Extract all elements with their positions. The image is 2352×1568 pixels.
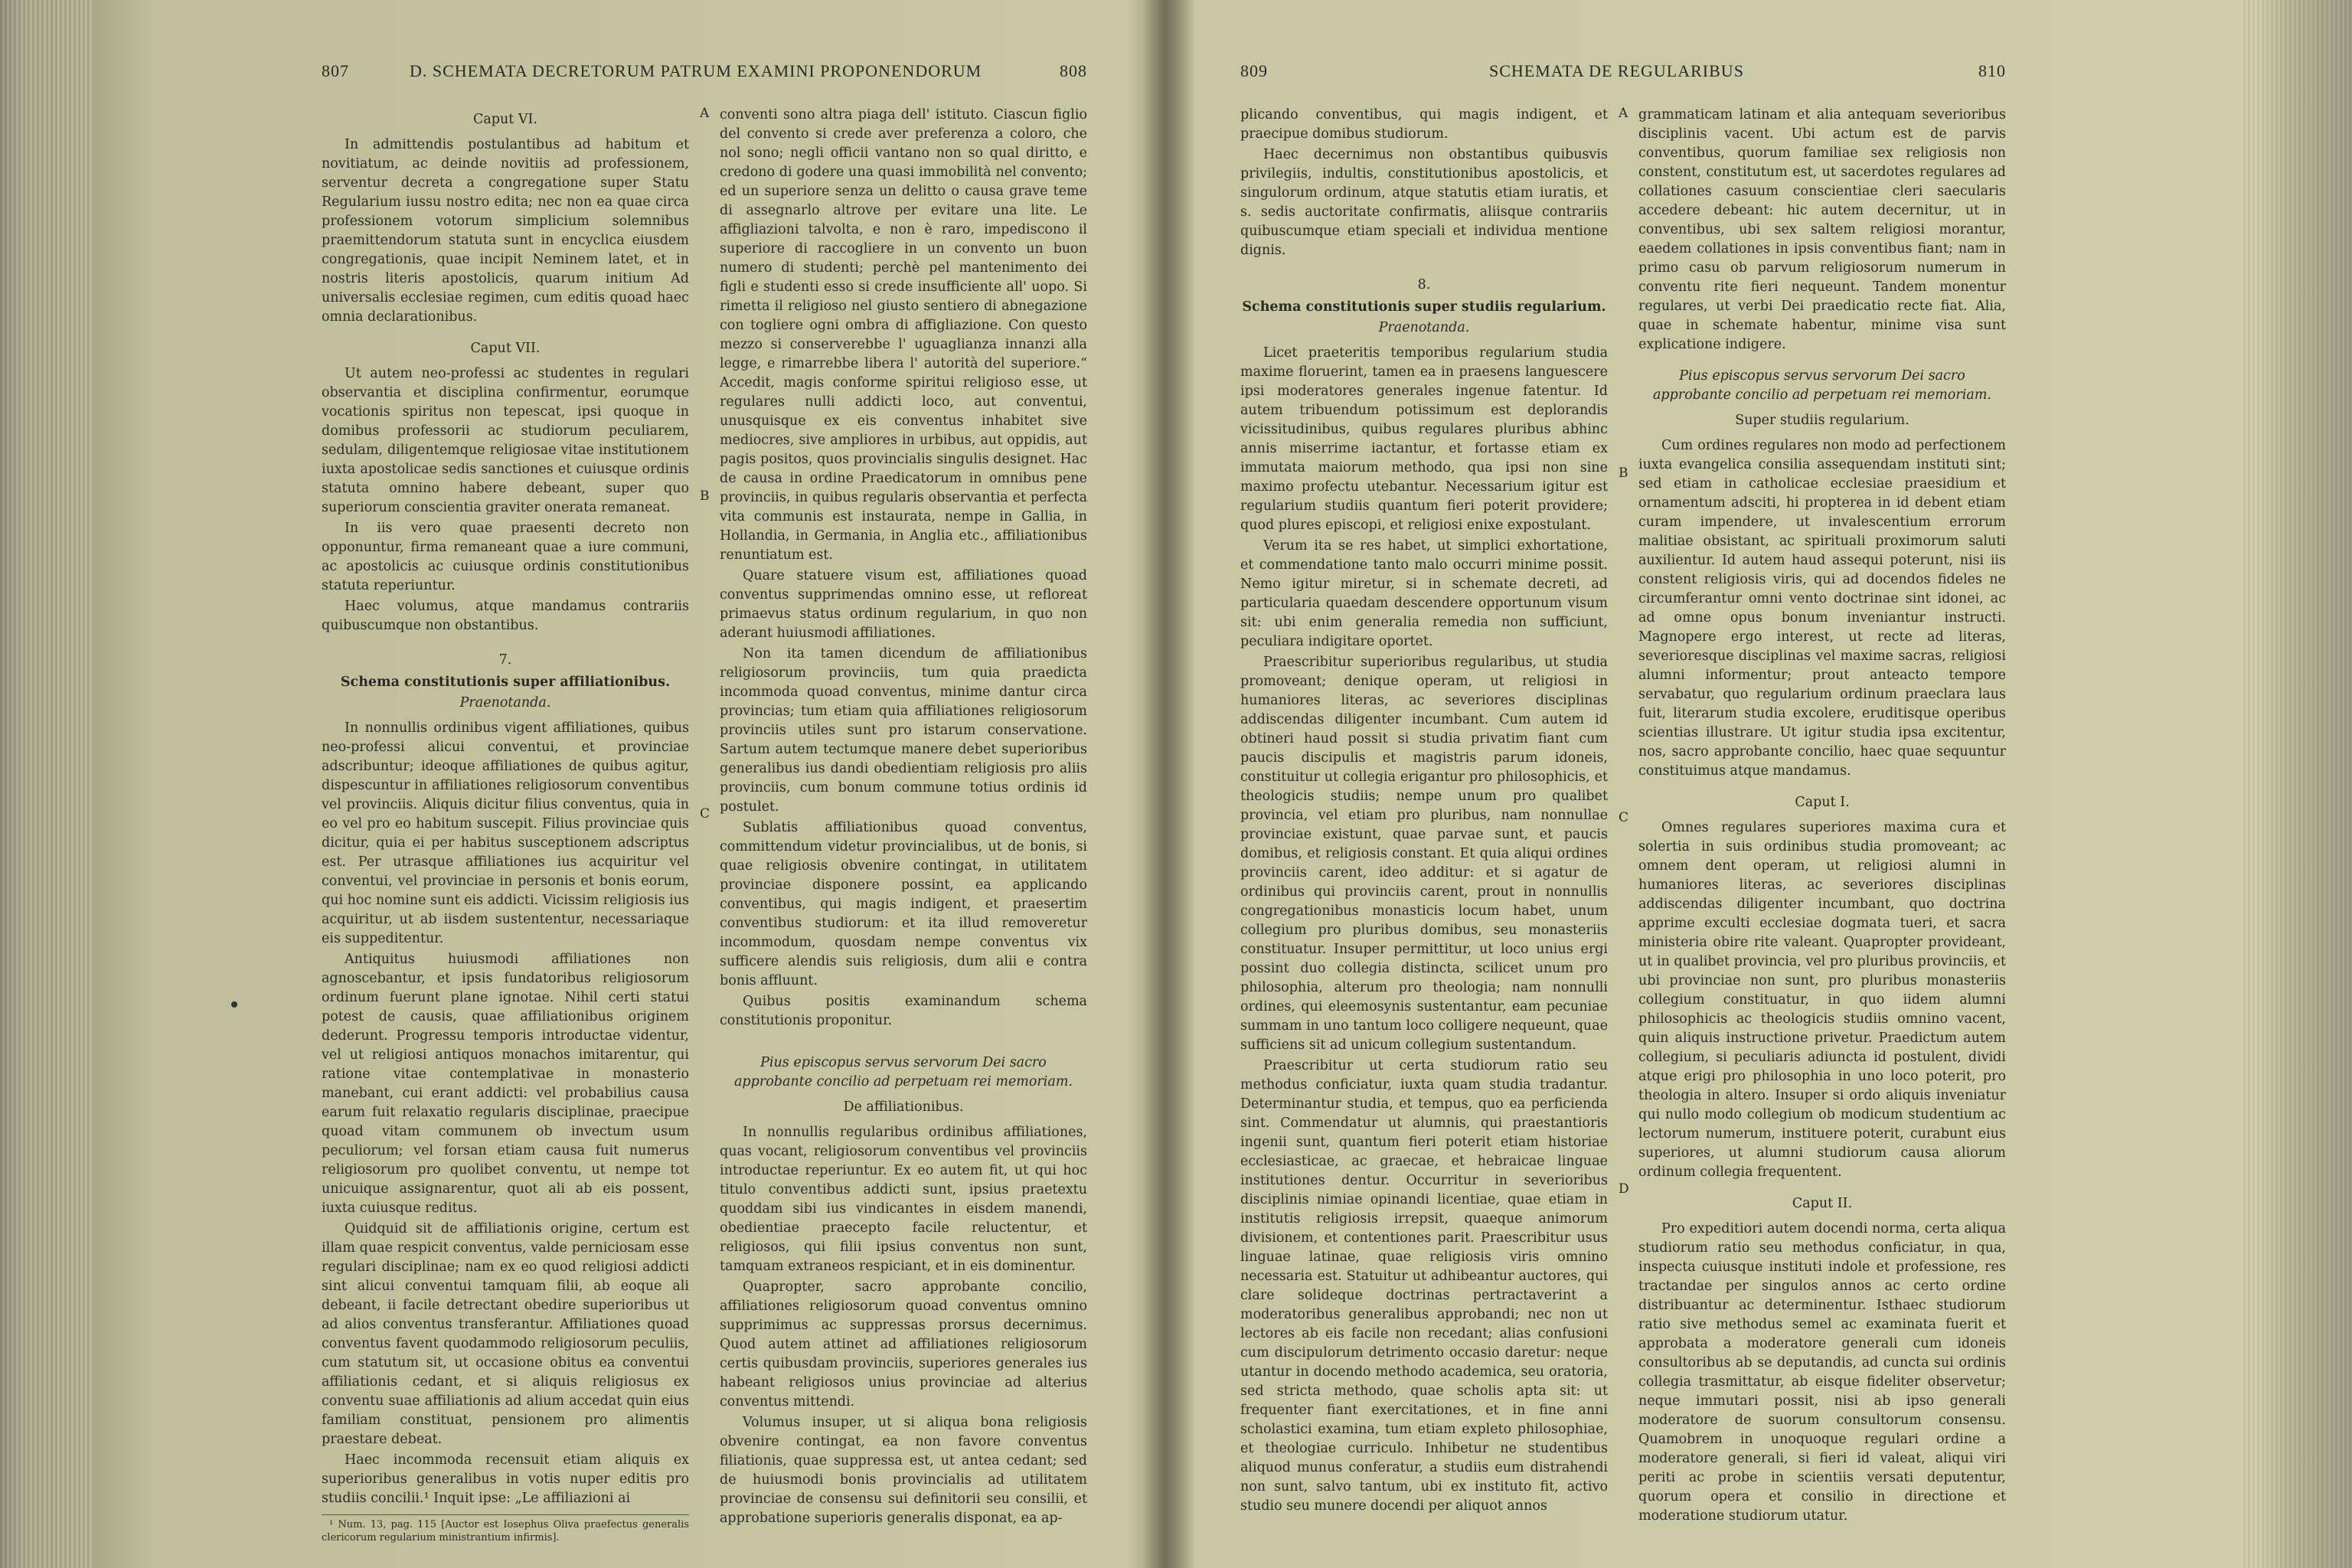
- schema-number: 8.: [1417, 277, 1431, 292]
- running-header: [1240, 46, 2006, 92]
- page-number: 807: [322, 61, 349, 80]
- paragraph: Haec decernimus non obstantibus quibusvis privilegiis, indultis, constitutionibus apostolicis, et singulorum ordinum, atque statutis etiam iuratis, et s. sedis auctoritate confirmatis, aliisque contrariis quibuscumque etiam speciali et individua mentione dignis.: [1240, 147, 1608, 258]
- paragraph: Quare statuere visum est, affiliationes quoad conventus supprimendas omnino esse, ut refloreat primaevus status ordinum regularium, in quo non aderant huiusmodi affiliationes.: [720, 568, 1087, 641]
- running-title: D. SCHEMATA DECRETORUM PATRUM EXAMINI PROPONENDORUM: [410, 61, 982, 80]
- running-header: [322, 46, 1087, 92]
- text-column-2: [1638, 106, 2006, 1527]
- paragraph: conventi sono altra piaga dell' istituto. Ciascun figlio del convento si crede aver preferenza a coloro, che nol sono; negli officii vantano non so qual diritto, e credono di godere una quasi immobilità nel convento; ed un superiore senza un delitto o causa grave teme di assegnarlo altrove per evitare una lite. Le affigliazioni talvolta, e non è raro, impediscono il superiore di raccogliere in un convento un buon numero di studenti; perchè pel mantenimento dei figli e studenti esso si crede insufficiente all' uopo. Si rimetta il religioso nel giusto sentiero di abnegazione con togliere ogni ombra di affigliazione. Con questo mezzo si conserverebbe l' uguaglianza innanzi alla legge, e rimarrebbe libera l' autorità del superiore.“ Accedit, magis conforme spiritui religioso esse, ut regulares nulli addicti loco, aut conventui, unusquisque ex eis conventus inhabitet sive mediocres, sive ampliores in urbibus, aut oppidis, aut pagis positos, quos provincialis singulis designet. Hac de causa in ordine Praedicatorum in omnibus pene provinciis, in quibus regularis observantia et perfecta vita communis est instaurata, nempe in Gallia, in Hollandia, in Germania, in Anglia etc., affiliationibus renuntiatum est.: [720, 107, 1087, 563]
- section-heading: Caput I.: [1795, 795, 1850, 810]
- footnote: ¹ Num. 13, pag. 115 [Auctor est Iosephus Oliva praefectus generalis clericorum regularium ministrantium infirmis].: [322, 1514, 689, 1544]
- paragraph: grammaticam latinam et alia antequam severioribus disciplinis vacent. Ubi actum est de parvis conventibus, quorum familiae sex religiosis non constent, constitutum est, ut sacerdotes regulares ad collationes casuum conscientiae cleri saecularis accedere debeant: hic autem decernitur, ut in conventibus, ubi sex saltem religiosi morantur, eaedem collationes in ipsis conventibus fiant; nam in primo casu ob parvum religiosorum numerum in conventu rite fieri nequeunt. Tandem monentur regulares, ut verbi Dei praedicatio recte fiat. Alia, quae in schemate habentur, minime visa sunt explicatione indigere.: [1638, 107, 2006, 352]
- page-number: 809: [1240, 61, 1268, 80]
- margin-marker: C: [700, 806, 710, 822]
- subheading: Praenotanda.: [459, 695, 551, 710]
- section-heading: Super studiis regularium.: [1735, 413, 1909, 428]
- paragraph: Quibus positis examinandum schema constitutionis proponitur.: [720, 994, 1087, 1028]
- paragraph: Omnes regulares superiores maxima cura et solertia in suis ordinibus studia promoveant; ac omnem dent operam, ut religiosi alumni in humaniores literas, ac severiores disciplinas addiscendas diligenter incumbant, quo doctrina apprime exculti ecclesiae dogmata tueri, et sacra ministeria obire rite valeant. Quapropter provideant, ut in qualibet provincia, vel pro pluribus provinciis, et ubi provinciae non sunt, pro pluribus monasteriis collegium constituatur, in quo iidem alumni philosophicis ac theologicis studiis omnino vacent, quin aliquis instructione privetur. Praedictum autem collegium, si peculiaris adiuncta id postulent, dividi atque erigi pro philosophia in uno loco poterit, pro theologia in altero. Insuper si ordo aliquis inveniatur qui nullo modo collegium ob modicum studentium ac lectorum numerum, instituere poterit, curabunt eius superiores, ut alumni studiorum causa aliorum ordinum collegia frequentent.: [1638, 820, 2006, 1180]
- paragraph: Pro expeditiori autem docendi norma, certa aliqua studiorum ratio seu methodus conficiatur, in qua, inspecta cuiusque instituti indole et professione, res tractandae per singulos annos ac certo ordine distribuantur ac determinentur. Isthaec studiorum ratio sive methodus semel ac examinata fuerit et approbata a moderatore generali cum idoneis consultoribus ab se deputandis, ad cuncta sui ordinis collegia trasmittatur, ab eisque fideliter observetur; neque immutari possit, nisi ab ipso generali moderatore de suorum consultorum consensu. Quamobrem in unoquoque regulari ordine a moderatore generali, si fieri id valeat, aliqui viri periti ac probe in scientiis versati deputentur, quorum opera et consilio in directione et moderatione studiorum utatur.: [1638, 1221, 2006, 1524]
- paragraph: Volumus insuper, ut si aliqua bona religiosis obvenire contingat, ea non favore conventus filiationis, quae suppressa est, ut antea cedant; sed de huiusmodi bonis provincialis ad utilitatem provinciae de consensu sui definitorii seu consilii, et approbatione superioris generalis disponat, ea ap-: [720, 1415, 1087, 1526]
- paragraph: Licet praeteritis temporibus regularium studia maxime floruerint, tamen ea in praesens languescere ipsi moderatores generales ingenue fatentur. Id autem tribuendum potissimum est deplorandis vicissitudinibus, quibus regulares pluribus abhinc annis miserrime iactantur, et fortasse etiam ex immutata maiorum methodo, qua ipsi non sine maximo profectu utebantur. Necessarium igitur est regularium studiis quantum fieri poterit providere; quod plures episcopi, et religiosi enixe expostulant.: [1240, 345, 1608, 533]
- paragraph: Praescribitur superioribus regularibus, ut studia promoveant; denique operam, ut religiosi in humaniores literas, ac severiores disciplinas addiscendas diligenter incumbant. Cum autem id obtineri haud possit si studia privatim fiant cum paucis discipulis et magistris parum idoneis, constituitur ut collegia erigantur pro philosophicis, et theologicis studiis; nempe unum pro qualibet provincia, vel etiam pro pluribus, nam nonnullae provinciae existunt, quae parvae sunt, et paucis domibus, et religiosis constant. Et quia aliqui ordines provinciis carent, ideo additur: et si agatur de ordinibus qui provinciis carent, prout in nonnullis congregationibus monasticis locum habet, unum collegium pro pluribus domibus, seu monasteriis constituatur. Insuper permittitur, ut loco unius ergi possint duo collegia distincta, scilicet unum pro philosophia, alterum pro theologia; nam nonnulli ordines, qui eleemosynis sustentantur, eam pecuniae summam in uno tantum loco colligere nequeunt, quae sufficiens sit ad unicum collegium sustentandum.: [1240, 655, 1608, 1053]
- paragraph: Non ita tamen dicendum de affiliationibus religiosorum provinciis, tum quia praedicta incommoda quoad conventus, minime dantur circa provincias; tum etiam quia affiliationes religiosorum provinciis utiles sunt pro istarum conservatione. Sartum autem tectumque manere debet superioribus generalibus ius dandi obedientiam religiosis pro aliis provinciis, cum bonum commune totius ordinis id postulet.: [720, 646, 1087, 815]
- paragraph: Quidquid sit de affiliationis origine, certum est illam quae respicit conventus, valde perniciosam esse regulari disciplinae; nam ex eo quod religiosi addicti sint alicui conventui tamquam filii, ab eoque ali debeant, ii facile detrectant obedire superioribus ut ad alios conventus transferantur. Affiliationes quoad conventus favent quodammodo religiosorum peculiis, cum statutum sit, ut occasione obitus ea conventui affiliationis cedant, et si aliquis religiosus ex conventu suae affiliationis ad alium accedat quin eius familiam constituat, pensionem pro alimentis praestare debeat.: [322, 1221, 689, 1447]
- decree-preamble: Pius episcopus servus servorum Dei sacro approbante concilio ad perpetuam rei memoriam.: [1653, 368, 1991, 403]
- paragraph: Ut autem neo-professi ac studentes in regulari observantia et disciplina confirmentur, eorumque vocationis spiritus non tepescat, ipsi quoque in domibus professorii ac studiorum peculiarem, sedulam, diligentemque religiosae vitae institutionem iuxta apostolicae sedis sanctiones et cuiusque ordinis statuta omnino habere debeant, super quo superiorum conscientia graviter onerata remaneat.: [322, 366, 689, 515]
- paragraph: Verum ita se res habet, ut simplici exhortatione, et commendatione tanto malo occurri minime possit. Nemo igitur miretur, si in schemate decreti, ad particularia quaedam descendere opportunum visum sit: ubi enim generalia remedia non sufficiunt, peculiara indigitare oportet.: [1240, 538, 1608, 649]
- paragraph: Haec volumus, atque mandamus contrariis quibuscumque non obstantibus.: [322, 599, 689, 633]
- margin-marker: A: [1619, 106, 1628, 121]
- running-title: SCHEMATA DE REGULARIBUS: [1489, 61, 1744, 80]
- paragraph: Sublatis affiliationibus quoad conventus, committendum videtur provincialibus, ut de bonis, si quae religiosis obvenire contingat, in utilitatem provinciae disponere possint, ea applicando conventibus, qui magis indigent, et praesertim conventibus studiorum: et ita illud removeretur incommodum, quosdam nempe conventus vix sufficere alendis suis religiosis, dum alii e contra bonis affluunt.: [720, 820, 1087, 988]
- paragraph: Praescribitur ut certa studiorum ratio seu methodus conficiatur, iuxta quam studia tradantur. Determinantur studia, et tempus, quo ea perficienda sint. Commendatur ut alumnis, qui praestantioris ingenii sunt, quantum fieri poterit etiam historiae ecclesiasticae, ac graecae, et hebraicae linguae institutiones dentur. Occurritur in severioribus disciplinis nimiae opinandi licentiae, quae etiam in institutis religiosis irrepsit, quaeque animorum divisionem, et contentiones parit. Praescribitur usus linguae latinae, quae religiosis viris omnino necessaria est. Statuitur ut adhibeantur auctores, qui clare solideque doctrinas pertractaverint a moderatoribus generalibus approbandi; nec non ut lectores ab eis facile non recedant; alias confusioni cum discipulorum detrimento occasio daretur: neque utantur in docendo methodo academica, seu oratoria, sed stricta methodo, quae scholis apta sit: ut frequenter fiant exercitationes, et in fine anni scholastici examina, tum etiam expleto philosophiae, et theologiae curriculo. Inhibetur ne studentibus aliquod munus conferatur, a studiis eum distrahendi non sunt, salvo tantum, ubi ex instituto fit, activo studio seu munere docendi per aliquot annos: [1240, 1058, 1608, 1514]
- decree-preamble: Pius episcopus servus servorum Dei sacro approbante concilio ad perpetuam rei memoriam.: [734, 1055, 1073, 1089]
- page-edges-right: [2243, 0, 2352, 1568]
- text-column-1: [322, 106, 689, 1544]
- paragraph: In nonnullis ordinibus vigent affiliationes, quibus neo-professi alicui conventui, et provinciae adscribuntur; ideoque affiliationes de quibus agitur, dispescuntur in affiliationes religiosorum conventibus vel provinciis. Aliquis dicitur filius conventus, quia in eo vel pro eo habitum suscepit. Filius provinciae quis dicitur, quia ei per habitus susceptionem adscriptus est. Per utrasque affiliationes ius acquiritur vel conventui, vel provinciae in personis et bonis eorum, qui hoc nomine sunt eis addicti. Vicissim religiosis ius acquiritur, ut ab iisdem sustententur, necessariaque eis suppeditentur.: [322, 720, 689, 946]
- margin-marker: A: [700, 106, 710, 121]
- schema-title: Schema constitutionis super affiliationibus.: [340, 675, 671, 690]
- paragraph: In iis vero quae praesenti decreto non opponuntur, firma remaneant quae a iure communi, ac apostolicis ac cuiusque ordinis constitutionibus statuta reperiuntur.: [322, 521, 689, 593]
- ink-dot: [231, 1001, 237, 1008]
- paragraph: Cum ordines regulares non modo ad perfectionem iuxta evangelica consilia assequendam instituti sint; sed etiam in catholicae ecclesiae praesidium et ornamentum adsciti, hi propterea in id debent etiam curam impendere, ut invalescentium errorum malitiae obsistant, ac spirituali proximorum saluti auxilientur. Id autem haud assequi poterunt, nisi iis constent religiosis viris, qui ad docendos fideles ne circumferantur omni vento doctrinae sint idonei, ac ad omne opus bonum inveniantur instructi. Magnopere ergo interest, ut recte ad literas, severioresque disciplinas vel maxime sacras, religiosi alumni informentur; prout anteacto tempore servabatur, quo regularium ordinum praeclara laus fuit, literarum studia excolere, eruditisque operibus scientias illustrare. Ut igitur studia ipsa excitentur, nos, sacro approbante concilio, haec quae sequuntur constituimus atque mandamus.: [1638, 438, 2006, 779]
- section-heading: Caput VI.: [472, 112, 537, 127]
- book-gutter: [1142, 0, 1196, 1568]
- paragraph: In admittendis postulantibus ad habitum et novitiatum, ac deinde novitiis ad professionem, serventur decreta a congregatione super Statu Regularium iussu nostro edita; nec non ea quae circa professionem votorum simplicium solemnibus praemittendorum statuta sunt in encyclica eiusdem congregationis, quae incipit Neminem latet, et in nostris literis apostolicis, quarum initium Ad universalis ecclesiae regimen, cum editis quoad haec omnia declarationibus.: [322, 137, 689, 325]
- schema-number: 7.: [498, 652, 512, 668]
- section-heading: Caput II.: [1792, 1196, 1853, 1211]
- page-number: 808: [1060, 61, 1087, 80]
- paragraph: In nonnullis regularibus ordinibus affiliationes, quas vocant, religiosorum conventibus vel provinciis introductae reperiuntur. Ex eo autem fit, ut qui hoc titulo conventibus addicti sunt, ipsius praetextu quoddam sibi ius vindicantes in eisdem manendi, obedientiae praecepto facile reluctentur, et religiosos, qui filii ipsius conventus non sunt, tamquam extraneos respiciant, et in eis dominentur.: [720, 1125, 1087, 1274]
- schema-title: Schema constitutionis super studiis regularium.: [1242, 299, 1606, 315]
- margin-marker: C: [1619, 810, 1629, 825]
- paragraph: Haec incommoda recensuit etiam aliquis ex superioribus generalibus in votis nuper editis pro studiis concilii.¹ Inquit ipse: „Le affiliazioni ai: [322, 1452, 689, 1506]
- right-page: [1240, 46, 2006, 1524]
- subheading: Praenotanda.: [1378, 320, 1470, 335]
- margin-marker: B: [700, 488, 710, 504]
- left-page: [322, 46, 1087, 1544]
- section-heading: De affiliationibus.: [843, 1099, 964, 1115]
- page-edges-left: [0, 0, 92, 1568]
- paragraph: plicando conventibus, qui magis indigent, et praecipue domibus studiorum.: [1240, 107, 1608, 142]
- margin-marker: B: [1619, 466, 1628, 481]
- margin-marker: D: [1619, 1181, 1629, 1197]
- section-heading: Caput VII.: [470, 341, 541, 356]
- paragraph: Quapropter, sacro approbante concilio, affiliationes religiosorum quoad conventus omnino supprimimus ac suppressas prorsus decernimus. Quod autem attinet ad affiliationes religiosorum certis quibusdam provinciis, superiores generales ius habeant religiosos unius provinciae ad alterius conventus mittendi.: [720, 1279, 1087, 1410]
- text-column-1: [1240, 106, 1608, 1517]
- page-number: 810: [1978, 61, 2006, 80]
- paragraph: Antiquitus huiusmodi affiliationes non agnoscebantur, et ipsis fundatoribus religiosorum ordinum fuerunt plane ignotae. Nihil certi statui potest de causis, quae affiliationibus originem dederunt. Progressu temporis introductae videntur, vel ut religiosi antiquos monachos imitarentur, qui ratione vitae contemplativae in monasterio manebant, cui erant addicti: vel probabilius causa earum fuit relaxatio regularis disciplinae, praecipue quoad vitam communem ob invectum usum peculiorum; vel forsan etiam causa fuit numerus religiosorum pro quolibet conventu, ut nempe tot unicuique assignarentur, quot ali ab eis possent, iuxta cuiusque reditus.: [322, 952, 689, 1216]
- text-column-2: [720, 106, 1087, 1530]
